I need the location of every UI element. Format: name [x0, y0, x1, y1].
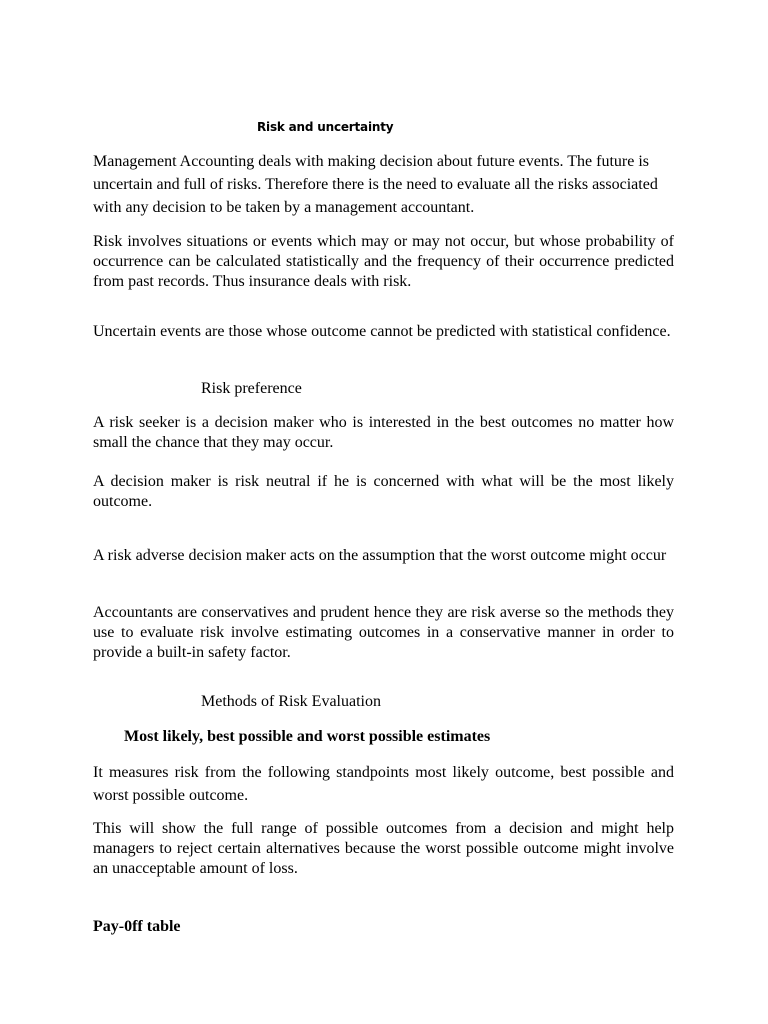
paragraph-uncertain-events: Uncertain events are those whose outcome cannot be predicted with statistical confidence.	[93, 323, 671, 340]
paragraph-risk-seeker: A risk seeker is a decision maker who is interested in the best outcomes no matter how small the chance that they may occur.	[93, 414, 674, 451]
heading-methods-of-risk-evaluation: Methods of Risk Evaluation	[201, 693, 381, 710]
paragraph-intro: Management Accounting deals with making decision about future events. The future is uncertain and full of risks. Therefore there is the need to evaluate all the risks associated with any decision to be taken by a management accountant.	[93, 153, 658, 216]
heading-estimates: Most likely, best possible and worst possible estimates	[124, 728, 491, 745]
paragraph-risk-definition: Risk involves situations or events which may or may not occur, but whose probability of occurrence can be calculated statistically and the frequency of their occurrence predicted from past records. Thus insurance deals with risk.	[93, 233, 674, 290]
heading-risk-preference: Risk preference	[201, 380, 302, 397]
paragraph-accountants: Accountants are conservatives and prudent hence they are risk averse so the methods they use to evaluate risk involve estimating outcomes in a conservative manner in order to provide a built-in safety factor.	[93, 604, 674, 661]
paragraph-full-range: This will show the full range of possible outcomes from a decision and might help managers to reject certain alternatives because the worst possible outcome might involve an unacceptable amount of loss.	[93, 820, 674, 877]
paragraph-risk-adverse: A risk adverse decision maker acts on the assumption that the worst outcome might occur	[93, 547, 667, 564]
paragraph-risk-neutral: A decision maker is risk neutral if he is concerned with what will be the most likely outcome.	[93, 473, 674, 510]
heading-payoff-table: Pay-0ff table	[93, 918, 181, 935]
document-title: Risk and uncertainty	[257, 120, 394, 134]
paragraph-measures: It measures risk from the following standpoints most likely outcome, best possible and worst possible outcome.	[93, 764, 674, 804]
